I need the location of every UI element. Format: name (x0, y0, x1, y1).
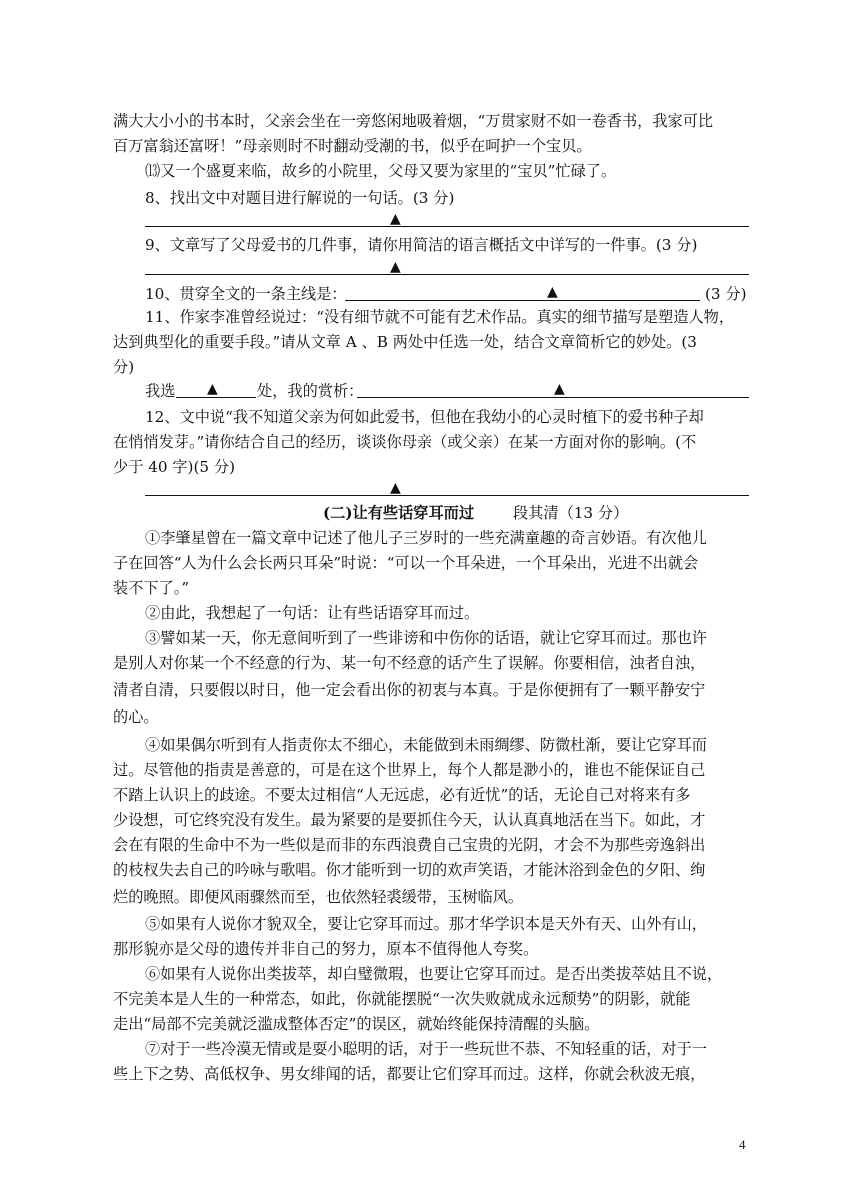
paragraph-line: 子在回答“人为什么会长两只耳朵”时说：“可以一个耳朵进，一个耳朵出，光进不出就会 (113, 554, 699, 572)
paragraph-line: 清者自清，只要假以时日，他一定会看出你的初衷与本真。于是你便拥有了一颗平静安宁 (113, 681, 706, 699)
paragraph-line: ④如果偶尔听到有人指责你太不细心，未能做到未雨绸缪、防微杜渐，要让它穿耳而 (145, 736, 707, 754)
answer-line (145, 495, 749, 496)
section-title: (二)让有些话穿耳而过 (323, 504, 475, 522)
answer-marker: ▲ (554, 381, 565, 397)
answer-marker: ▲ (207, 381, 218, 397)
question-10: 10、贯穿全文的一条主线是： (145, 285, 347, 303)
paragraph-line: ⑥如果有人说你出类拔萃，却白璧微瑕，也要让它穿耳而过。是否出类拔萃姑且不说， (145, 965, 723, 983)
paragraph-line: 那形貌亦是父母的遗传并非自己的努力，原本不值得他人夸奖。 (113, 940, 539, 958)
paragraph-line: 分) (113, 358, 135, 376)
paragraph-line: 的枝杈失去自己的吟咏与歌唱。你才能听到一切的欢声笑语，才能沐浴到金色的夕阳、绚 (113, 861, 706, 879)
paragraph-line: 过。尽管他的指责是善意的，可是在这个世界上，每个人都是渺小的，谁也不能保证自己 (113, 761, 706, 779)
paragraph-line: ③譬如某一天，你无意间听到了一些诽谤和中伤你的话语，就让它穿耳而过。那也许 (145, 629, 707, 647)
paragraph-line: 少于 40 字)(5 分) (113, 458, 235, 476)
paragraph-line: 会在有限的生命中不为一些似是而非的东西浪费自己宝贵的光阴，才会不为那些旁逸斜出 (113, 836, 706, 854)
answer-line (357, 397, 749, 398)
paragraph-line: ⒀又一个盛夏来临，故乡的小院里，父母又要为家里的“宝贝”忙碌了。 (145, 162, 617, 180)
answer-marker: ▲ (547, 284, 558, 300)
answer-line (176, 397, 256, 398)
question-8: 8、找出文中对题目进行解说的一句话。(3 分) (145, 189, 455, 207)
paragraph-line: 在悄悄发芽。”请你结合自己的经历，谈谈你母亲（或父亲）在某一方面对你的影响。(不 (113, 433, 697, 451)
paragraph-line: 少设想，可它终究没有发生。最为紧要的是要抓住今天，认认真真地活在当下。如此，才 (113, 811, 706, 829)
paragraph-line: ⑦对于一些冷漠无情或是耍小聪明的话，对于一些玩世不恭、不知轻重的话，对于一 (145, 1040, 707, 1058)
paragraph-line: 达到典型化的重要手段。”请从文章 A 、B 两处中任选一处，结合文章简析它的妙处。(3 (113, 333, 697, 351)
question-12: 12、文中说“我不知道父亲为何如此爱书，但他在我幼小的心灵时植下的爱书种子却 (145, 408, 704, 426)
answer-marker: ▲ (390, 480, 401, 496)
appreciation-label: 处，我的赏析： (257, 382, 364, 400)
paragraph-line: 不踏上认识上的歧途。不要太过相信“人无远虑，必有近忧”的话，无论自己对将来有多 (113, 786, 691, 804)
paragraph-line: 满大大小小的书本时，父亲会坐在一旁悠闲地吸着烟，“万贯家财不如一卷香书，我家可比 (113, 112, 714, 130)
choice-label: 我选 (145, 382, 176, 400)
paragraph-line: 不完美本是人生的一种常态，如此，你就能摆脱“一次失败就成永远颓势”的阴影，就能 (113, 990, 691, 1008)
paragraph-line: 些上下之势、高低权争、男女绯闻的话，都要让它们穿耳而过。这样，你就会秋波无痕， (113, 1065, 706, 1083)
paragraph-line: 烂的晚照。即便风雨骤然而至，也依然轻裘缓带，玉树临风。 (113, 888, 524, 906)
paragraph-line: 的心。 (113, 708, 159, 726)
question-10-score: (3 分) (705, 285, 747, 303)
section-author: 段其清（13 分） (513, 504, 629, 522)
paragraph-line: 百万富翁还富呀！”母亲则时不时翻动受潮的书，似乎在呵护一个宝贝。 (113, 137, 592, 155)
answer-marker: ▲ (390, 259, 401, 275)
paragraph-line: 走出“局部不完美就泛滥成整体否定”的误区，就始终能保持清醒的头脑。 (113, 1015, 600, 1033)
paragraph-line: ②由此，我想起了一句话：让有些话语穿耳而过。 (145, 604, 480, 622)
answer-line (145, 226, 749, 227)
paragraph-line: ⑤如果有人说你才貌双全，要让它穿耳而过。那才华学识本是天外有天、山外有山， (145, 915, 707, 933)
paragraph-line: 装不下了。” (113, 579, 190, 597)
question-9: 9、文章写了父母爱书的几件事，请你用简洁的语言概括文中详写的一件事。(3 分) (145, 236, 698, 254)
question-11: 11、作家李准曾经说过：“没有细节就不可能有艺术作品。真实的细节描写是塑造人物， (145, 308, 735, 326)
answer-line (345, 300, 700, 301)
paragraph-line: 是别人对你某一个不经意的行为、某一句不经意的话产生了误解。你要相信，浊者自浊， (113, 654, 706, 672)
answer-marker: ▲ (390, 211, 401, 227)
page-number: 4 (739, 1137, 746, 1152)
answer-line (145, 274, 749, 275)
paragraph-line: ①李肇星曾在一篇文章中记述了他儿子三岁时的一些充满童趣的奇言妙语。有次他儿 (145, 529, 707, 547)
